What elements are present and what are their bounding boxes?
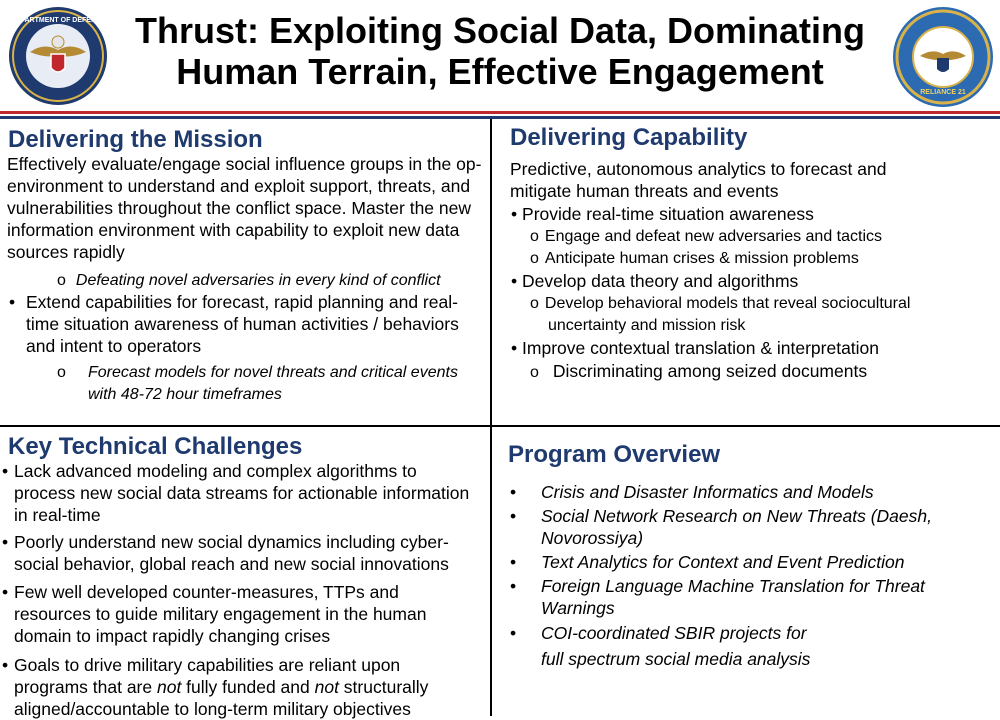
overview-heading: Program Overview [508,441,721,468]
circle-bullet-icon: o [530,295,539,312]
bullet-icon: • [9,292,16,312]
capability-bullet-3: • Improve contextual translation & interpretation [511,338,880,358]
reliance-21-seal-icon [892,6,994,108]
bullet-icon: • [2,461,9,481]
circle-bullet-icon: o [530,364,539,381]
title-line-1: Thrust: Exploiting Social Data, Dominating [134,10,866,51]
title-line-2: Human Terrain, Effective Engagement [176,51,824,92]
bullet-icon: • [510,552,517,572]
capability-heading: Delivering Capability [510,124,748,151]
capability-intro: Predictive, autonomous analytics to forecast and mitigate human threats and events [510,159,887,201]
bullet-icon: • [510,576,517,596]
bullet-icon: • [510,482,517,502]
vertical-divider [490,119,492,716]
circle-bullet-icon: o [57,364,66,381]
header-stripe-blue [0,116,1000,119]
dod-seal-icon [8,6,108,106]
circle-bullet-icon: o [530,228,539,245]
page-title [100,10,900,92]
mission-intro: Effectively evaluate/engage social influence groups in the op-environment to understand and exploit support, threats, and vulnerabilities throughout the conflict space. Master the new information environment with capability to exploit new data sources rapidly [7,154,482,262]
challenges-heading: Key Technical Challenges [8,433,303,460]
capability-sub-bullet-3: o Develop behavioral models that reveal sociocultural [530,295,911,312]
bullet-icon: • [511,271,518,291]
mission-heading: Delivering the Mission [8,126,263,153]
svg-text:DEPARTMENT OF DEFENSE: DEPARTMENT OF DEFENSE [10,17,106,24]
bullet-icon: • [510,623,517,643]
capability-bullet-1: • Provide real-time situation awareness [511,204,814,224]
capability-sub-bullet-4: o Discriminating among seized documents [530,361,868,381]
mission-sub-bullet-1: o Defeating novel adversaries in every kind of conflict [57,272,441,289]
overview-item-5-cont: full spectrum social media analysis [541,649,811,669]
bullet-icon: • [2,582,9,602]
capability-sub-bullet-1: o Engage and defeat new adversaries and tactics [530,228,883,245]
capability-sub-bullet-3-cont: uncertainty and mission risk [548,317,746,334]
bullet-icon: • [2,655,9,675]
capability-bullet-2: • Develop data theory and algorithms [511,271,799,291]
circle-bullet-icon: o [57,272,66,289]
bullet-icon: • [2,532,9,552]
horizontal-divider [0,425,1000,427]
svg-text:RELIANCE 21: RELIANCE 21 [920,89,966,96]
bullet-icon: • [510,506,517,526]
circle-bullet-icon: o [530,250,539,267]
bullet-icon: • [511,338,518,358]
capability-sub-bullet-2: o Anticipate human crises & mission problems [530,250,859,267]
bullet-icon: • [511,204,518,224]
